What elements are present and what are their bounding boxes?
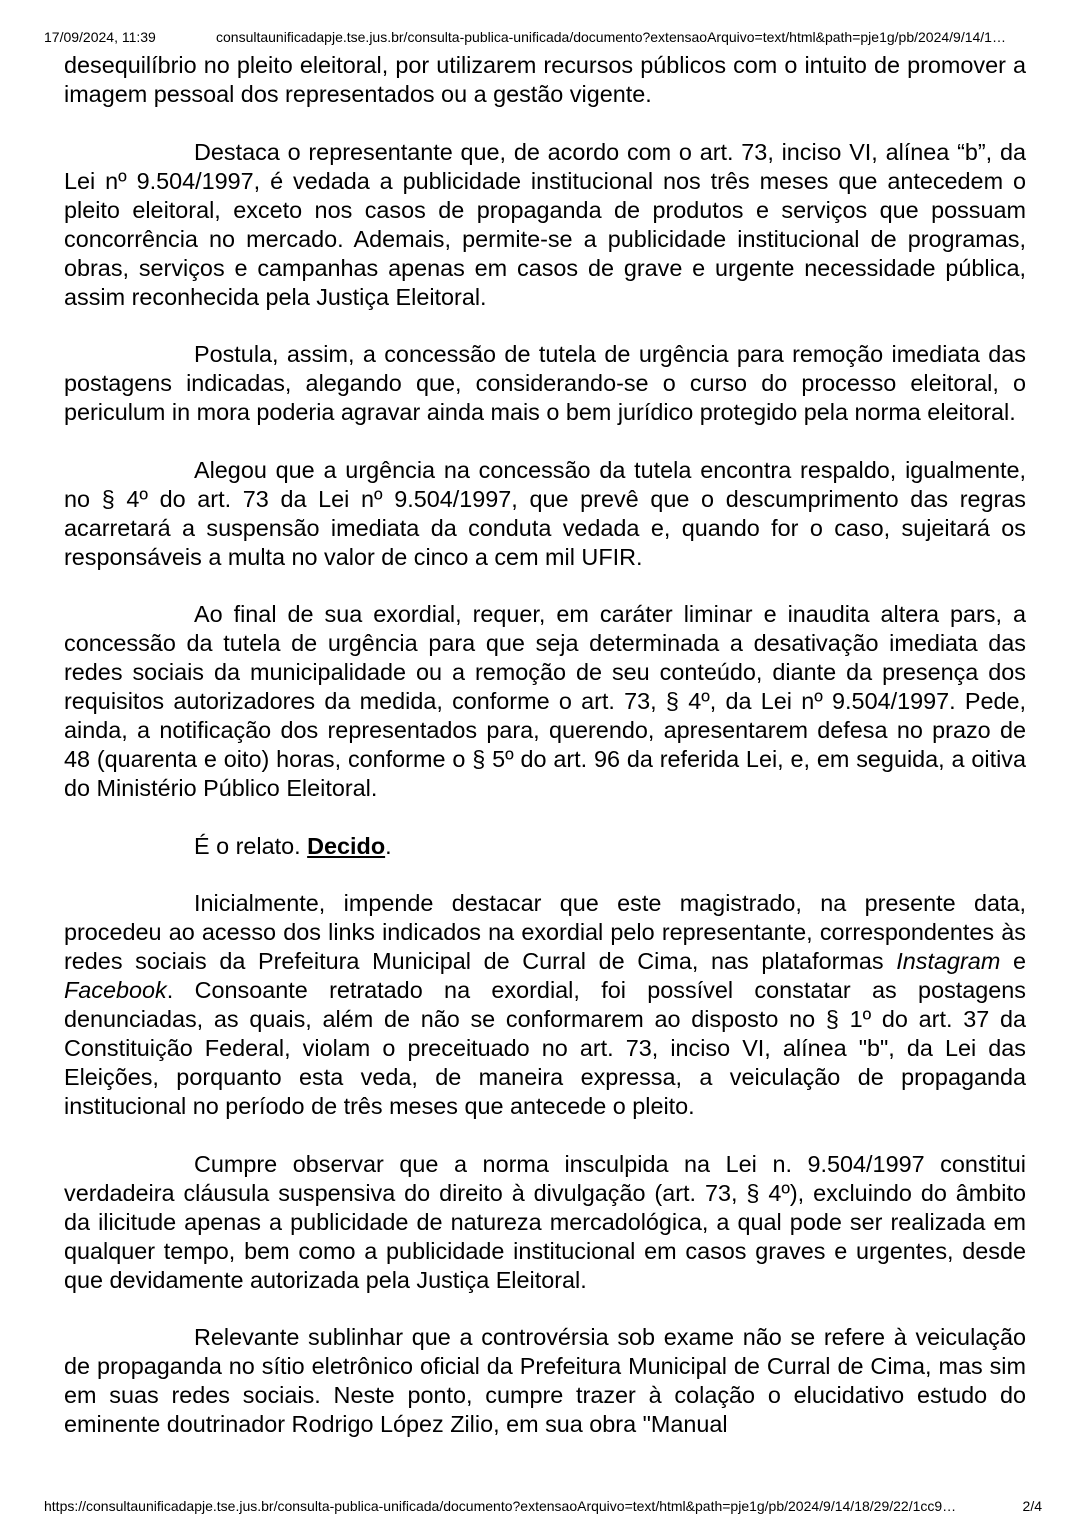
paragraph-8: Cumpre observar que a norma insculpida na Lei n. 9.504/1997 constitui verdadeira cláusula suspensiva do direito à divulgação (art. 73, § 4º), excluindo do âmbito da ilicitude apenas a publicidade de natureza mercadológica, a qual pode ser realizada em qualquer tempo, bem como a publicidade institucional em casos graves e urgentes, desde que devidamente autorizada pela Justiça Eleitoral. — [64, 1150, 1026, 1293]
paragraph-5: Ao final de sua exordial, requer, em caráter liminar e inaudita altera pars, a concessão da tutela de urgência para que seja determinada a desativação imediata das redes sociais da municipalidade ou a remoção de seu conteúdo, diante da presença dos requisitos autorizadores da medida, conforme o art. 73, § 4º, da Lei nº 9.504/1997. Pede, ainda, a notificação dos representados para, querendo, apresentarem defesa no prazo de 48 (quarenta e oito) horas, conforme o § 5º do art. 96 da referida Lei, e, em seguida, a oitiva do Ministério Público Eleitoral. — [64, 601, 1026, 801]
print-header — [44, 28, 1042, 46]
decido-emphasis: Decido — [307, 832, 386, 859]
paragraph-6 — [64, 832, 1026, 861]
paragraph-9: Relevante sublinhar que a controvérsia sob exame não se refere à veiculação de propaganda no sítio eletrônico oficial da Prefeitura Municipal de Curral de Cima, mas sim em suas redes sociais. Neste ponto, cumpre trazer à colação o elucidativo estudo do eminente doutrinador Rodrigo López Zilio, em sua obra "Manual — [64, 1324, 1026, 1437]
print-datetime: 17/09/2024, 11:39 — [44, 29, 156, 45]
instagram-term: Instagram — [896, 948, 1001, 974]
document-body — [64, 51, 1026, 1439]
paragraph-2: Destaca o representante que, de acordo com o art. 73, inciso VI, alínea “b”, da Lei nº 9.504/1997, é vedada a publicidade institucional nos três meses que antecedem o pleito eleitoral, exceto nos casos de propaganda de produtos e serviços que possuam concorrência no mercado. Ademais, permite-se a publicidade institucional de programas, obras, serviços e campanhas apenas em casos de grave e urgente necessidade pública, assim reconhecida pela Justiça Eleitoral. — [64, 138, 1026, 310]
paragraph-3: Postula, assim, a concessão de tutela de urgência para remoção imediata das postagens indicadas, alegando que, considerando-se o curso do processo eleitoral, o periculum in mora poderia agravar ainda mais o bem jurídico protegido pela norma eleitoral. — [64, 341, 1026, 425]
paragraph-7 — [64, 889, 1026, 1121]
print-source-url: consultaunificadapje.tse.jus.br/consulta-publica-unificada/documento?extensaoArquivo=text/html&path=pje1g/pb/2024/9/14/1… — [216, 29, 1006, 45]
relato-text: É o relato. — [194, 832, 308, 859]
footer-source-url: https://consultaunificadapje.tse.jus.br/consulta-publica-unificada/documento?extensaoArquivo=text/html&path=pje1g/pb/2024/9/14/18/29/22/1cc9… — [44, 1498, 957, 1514]
relato-period: . — [385, 832, 392, 859]
paragraph-7-part-1: Inicialmente, impende destacar que este magistrado, na presente data, procedeu ao acesso dos links indicados na exordial pelo representante, correspondentes às redes sociais da Prefeitura Municipal de Curral de Cima, nas plataformas — [64, 890, 1026, 974]
paragraph-7-part-2: e — [1000, 948, 1026, 974]
print-footer — [44, 1497, 1042, 1515]
paragraph-7-part-3: . Consoante retratado na exordial, foi possível constatar as postagens denunciadas, as quais, além de não se conformarem ao disposto no § 1º do art. 37 da Constituição Federal, violam o preceituado no art. 73, inciso VI, alínea "b", da Lei das Eleições, porquanto esta veda, de maneira expressa, a veiculação de propaganda institucional no período de três meses que antecede o pleito. — [64, 977, 1026, 1119]
paragraph-1: desequilíbrio no pleito eleitoral, por utilizarem recursos públicos com o intuito de promover a imagem pessoal dos representados ou a gestão vigente. — [64, 52, 1026, 107]
facebook-term: Facebook — [64, 977, 167, 1003]
paragraph-4: Alegou que a urgência na concessão da tutela encontra respaldo, igualmente, no § 4º do art. 73 da Lei nº 9.504/1997, que prevê que o descumprimento das regras acarretará a suspensão imediata da conduta vedada e, quando for o caso, sujeitará os responsáveis a multa no valor de cinco a cem mil UFIR. — [64, 456, 1026, 570]
page-number: 2/4 — [1022, 1498, 1042, 1514]
